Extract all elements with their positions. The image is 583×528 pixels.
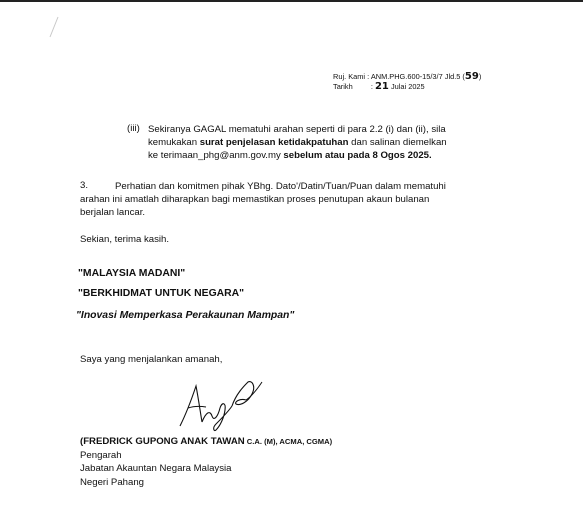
item-iii-line1: Sekiranya GAGAL mematuhi arahan seperti di para 2.2 (i) dan (ii), sila — [148, 124, 446, 135]
signatory-name-line — [80, 435, 332, 449]
signatory-state: Negeri Pahang — [80, 476, 145, 488]
closing-text: Sekian, terima kasih. — [80, 234, 170, 245]
ruj-value: ANM.PHG.600-15/3/7 Jld.5 ( — [370, 72, 465, 81]
para3-line1: Perhatian dan komitmen pihak YBhg. Dato'/Datin/Tuan/Puan dalam mematuhi — [115, 181, 446, 192]
signatory-title: Pengarah — [80, 449, 122, 461]
motto-inovasi: "Inovasi Memperkasa Perakaunan Mampan" — [76, 310, 295, 321]
reference-block — [333, 72, 481, 92]
ruj-close: ) — [478, 72, 482, 81]
scan-mark — [48, 16, 60, 38]
signoff-text: Saya yang menjalankan amanah, — [80, 354, 223, 365]
item-iii-bold-letter-required: surat penjelasan ketidakpatuhan — [199, 137, 349, 148]
signatory-credentials: C.A. (M), ACMA, CGMA) — [244, 437, 333, 446]
tarikh-label: Tarikh — [333, 82, 353, 91]
handwritten-signature — [176, 376, 266, 432]
tarikh-separator: : — [370, 82, 373, 91]
item-iii-text — [148, 123, 447, 162]
item-iii-line2: kemukakan surat penjelasan ketidakpatuhan dan salinan diemelkan — [148, 137, 447, 148]
item-iii-marker: (iii) — [127, 123, 140, 134]
item-iii-line3: ke terimaan_phg@anm.gov.my sebelum atau pada 8 Ogos 2025. — [148, 150, 432, 161]
ruj-handwritten-number: 59 — [464, 71, 479, 82]
signatory-department: Jabatan Akauntan Negara Malaysia — [80, 463, 232, 474]
para3-text — [80, 180, 446, 219]
reference-number — [333, 72, 481, 82]
ruj-label: Ruj. Kami : — [333, 72, 370, 81]
top-border — [0, 0, 583, 2]
tarikh-handwritten-day: 21 — [374, 81, 389, 92]
item-iii-bold-deadline: sebelum atau pada 8 Ogos 2025. — [283, 150, 432, 161]
para3-number: 3. — [80, 180, 89, 191]
para3-line2: arahan ini amatlah diharapkan bagi memastikan proses penutupan akaun bulanan — [80, 194, 430, 205]
signatory-name: (FREDRICK GUPONG ANAK TAWAN — [80, 436, 245, 447]
motto-berkhidmat: "BERKHIDMAT UNTUK NEGARA" — [78, 288, 245, 299]
motto-malaysia-madani: "MALAYSIA MADANI" — [78, 268, 186, 279]
reference-date — [333, 82, 481, 92]
signatory-block — [80, 435, 332, 489]
tarikh-month-year: Julai 2025 — [390, 82, 425, 91]
para3-line3: berjalan lancar. — [80, 207, 146, 218]
